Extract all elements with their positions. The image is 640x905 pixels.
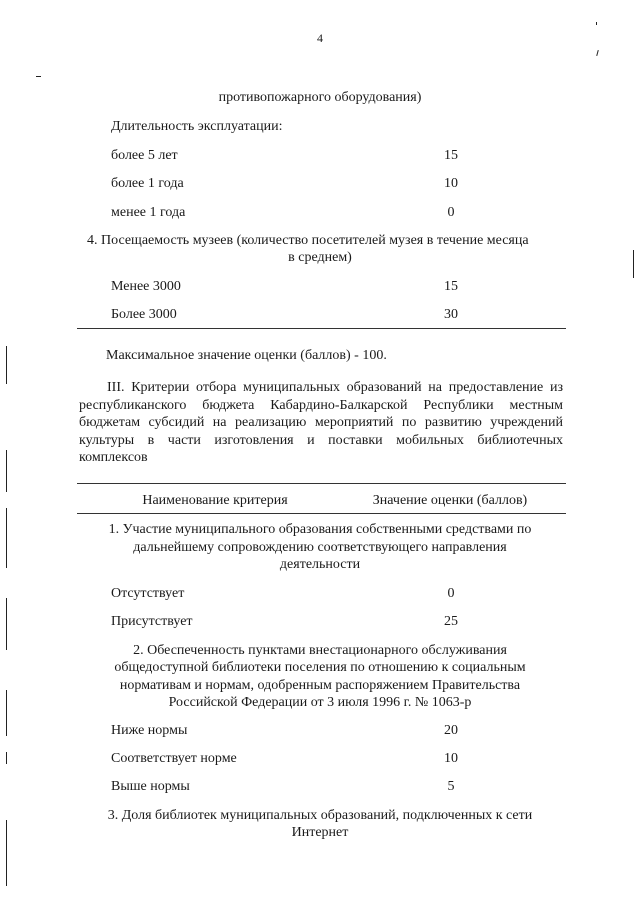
row-label: более 1 года — [111, 176, 184, 191]
row-label: менее 1 года — [111, 205, 186, 220]
criterion-heading: общедоступной библиотеки поселения по отношению к социальным — [114, 660, 526, 675]
scan-artifact — [596, 50, 599, 56]
scan-margin-line — [633, 250, 634, 278]
paragraph-line: республиканского бюджета Кабардино-Балкарской Республики местным — [79, 397, 563, 413]
section-heading: 4. Посещаемость музеев (количество посетителей музея в течение месяца — [87, 233, 529, 248]
paragraph-line: бюджетам субсидий на реализацию мероприятий по развитию учреждений — [79, 415, 563, 430]
row-value: 0 — [447, 205, 455, 220]
row-label: Присутствует — [111, 614, 193, 629]
table-top-border — [77, 483, 566, 484]
max-score-text: Максимальное значение оценки (баллов) - 100. — [106, 348, 387, 363]
scan-margin-line — [6, 690, 7, 736]
scan-artifact — [36, 76, 41, 77]
criterion-heading: 2. Обеспеченность пунктами внестационарного обслуживания — [133, 643, 507, 658]
row-label: Отсутствует — [111, 586, 185, 601]
row-label: более 5 лет — [111, 148, 178, 163]
page-number: 4 — [317, 31, 323, 45]
row-value: 5 — [447, 779, 455, 794]
row-label: Ниже нормы — [111, 723, 188, 738]
section-heading: в среднем) — [288, 250, 352, 265]
scan-margin-line — [6, 508, 7, 568]
row-label: Более 3000 — [111, 307, 177, 322]
criterion-heading: деятельности — [279, 557, 361, 572]
scan-margin-line — [6, 450, 7, 492]
row-value: 10 — [444, 176, 458, 191]
scan-margin-line — [6, 598, 7, 650]
row-value: 25 — [444, 614, 458, 629]
duration-label: Длительность эксплуатации: — [111, 119, 283, 134]
scan-artifact — [596, 22, 597, 25]
scan-margin-line — [6, 752, 7, 764]
column-header: Наименование критерия — [142, 493, 288, 508]
criterion-heading: Интернет — [291, 825, 349, 840]
row-value: 20 — [444, 723, 458, 738]
criterion-heading: 3. Доля библиотек муниципальных образований, подключенных к сети — [107, 808, 533, 823]
scan-margin-line — [6, 346, 7, 384]
row-value: 0 — [447, 586, 455, 601]
table-divider — [77, 328, 566, 329]
row-value: 30 — [444, 307, 458, 322]
part3-paragraph — [79, 379, 563, 467]
criterion-heading: Российской Федерации от 3 июля 1996 г. № 1063-р — [168, 695, 472, 710]
row-label: Соответствует норме — [111, 751, 237, 766]
criterion-heading: дальнейшему сопровождению соответствующего направления — [133, 540, 507, 555]
criterion-heading: 1. Участие муниципального образования собственными средствами по — [108, 522, 532, 537]
table-header-border — [77, 513, 566, 514]
continued-line: противопожарного оборудования) — [218, 90, 422, 105]
row-value: 15 — [444, 279, 458, 294]
paragraph-line: культуры в части изготовления и поставки мобильных библиотечных — [79, 432, 563, 448]
row-label: Выше нормы — [111, 779, 190, 794]
column-header: Значение оценки (баллов) — [372, 493, 528, 508]
scan-margin-line — [6, 820, 7, 886]
criterion-heading: нормативам и нормам, одобренным распоряжением Правительства — [119, 678, 521, 693]
paragraph-line: III. Критерии отбора муниципальных образований на предоставление из — [107, 380, 563, 395]
row-label: Менее 3000 — [111, 279, 181, 294]
row-value: 10 — [444, 751, 458, 766]
row-value: 15 — [444, 148, 458, 163]
paragraph-line: комплексов — [79, 450, 148, 465]
